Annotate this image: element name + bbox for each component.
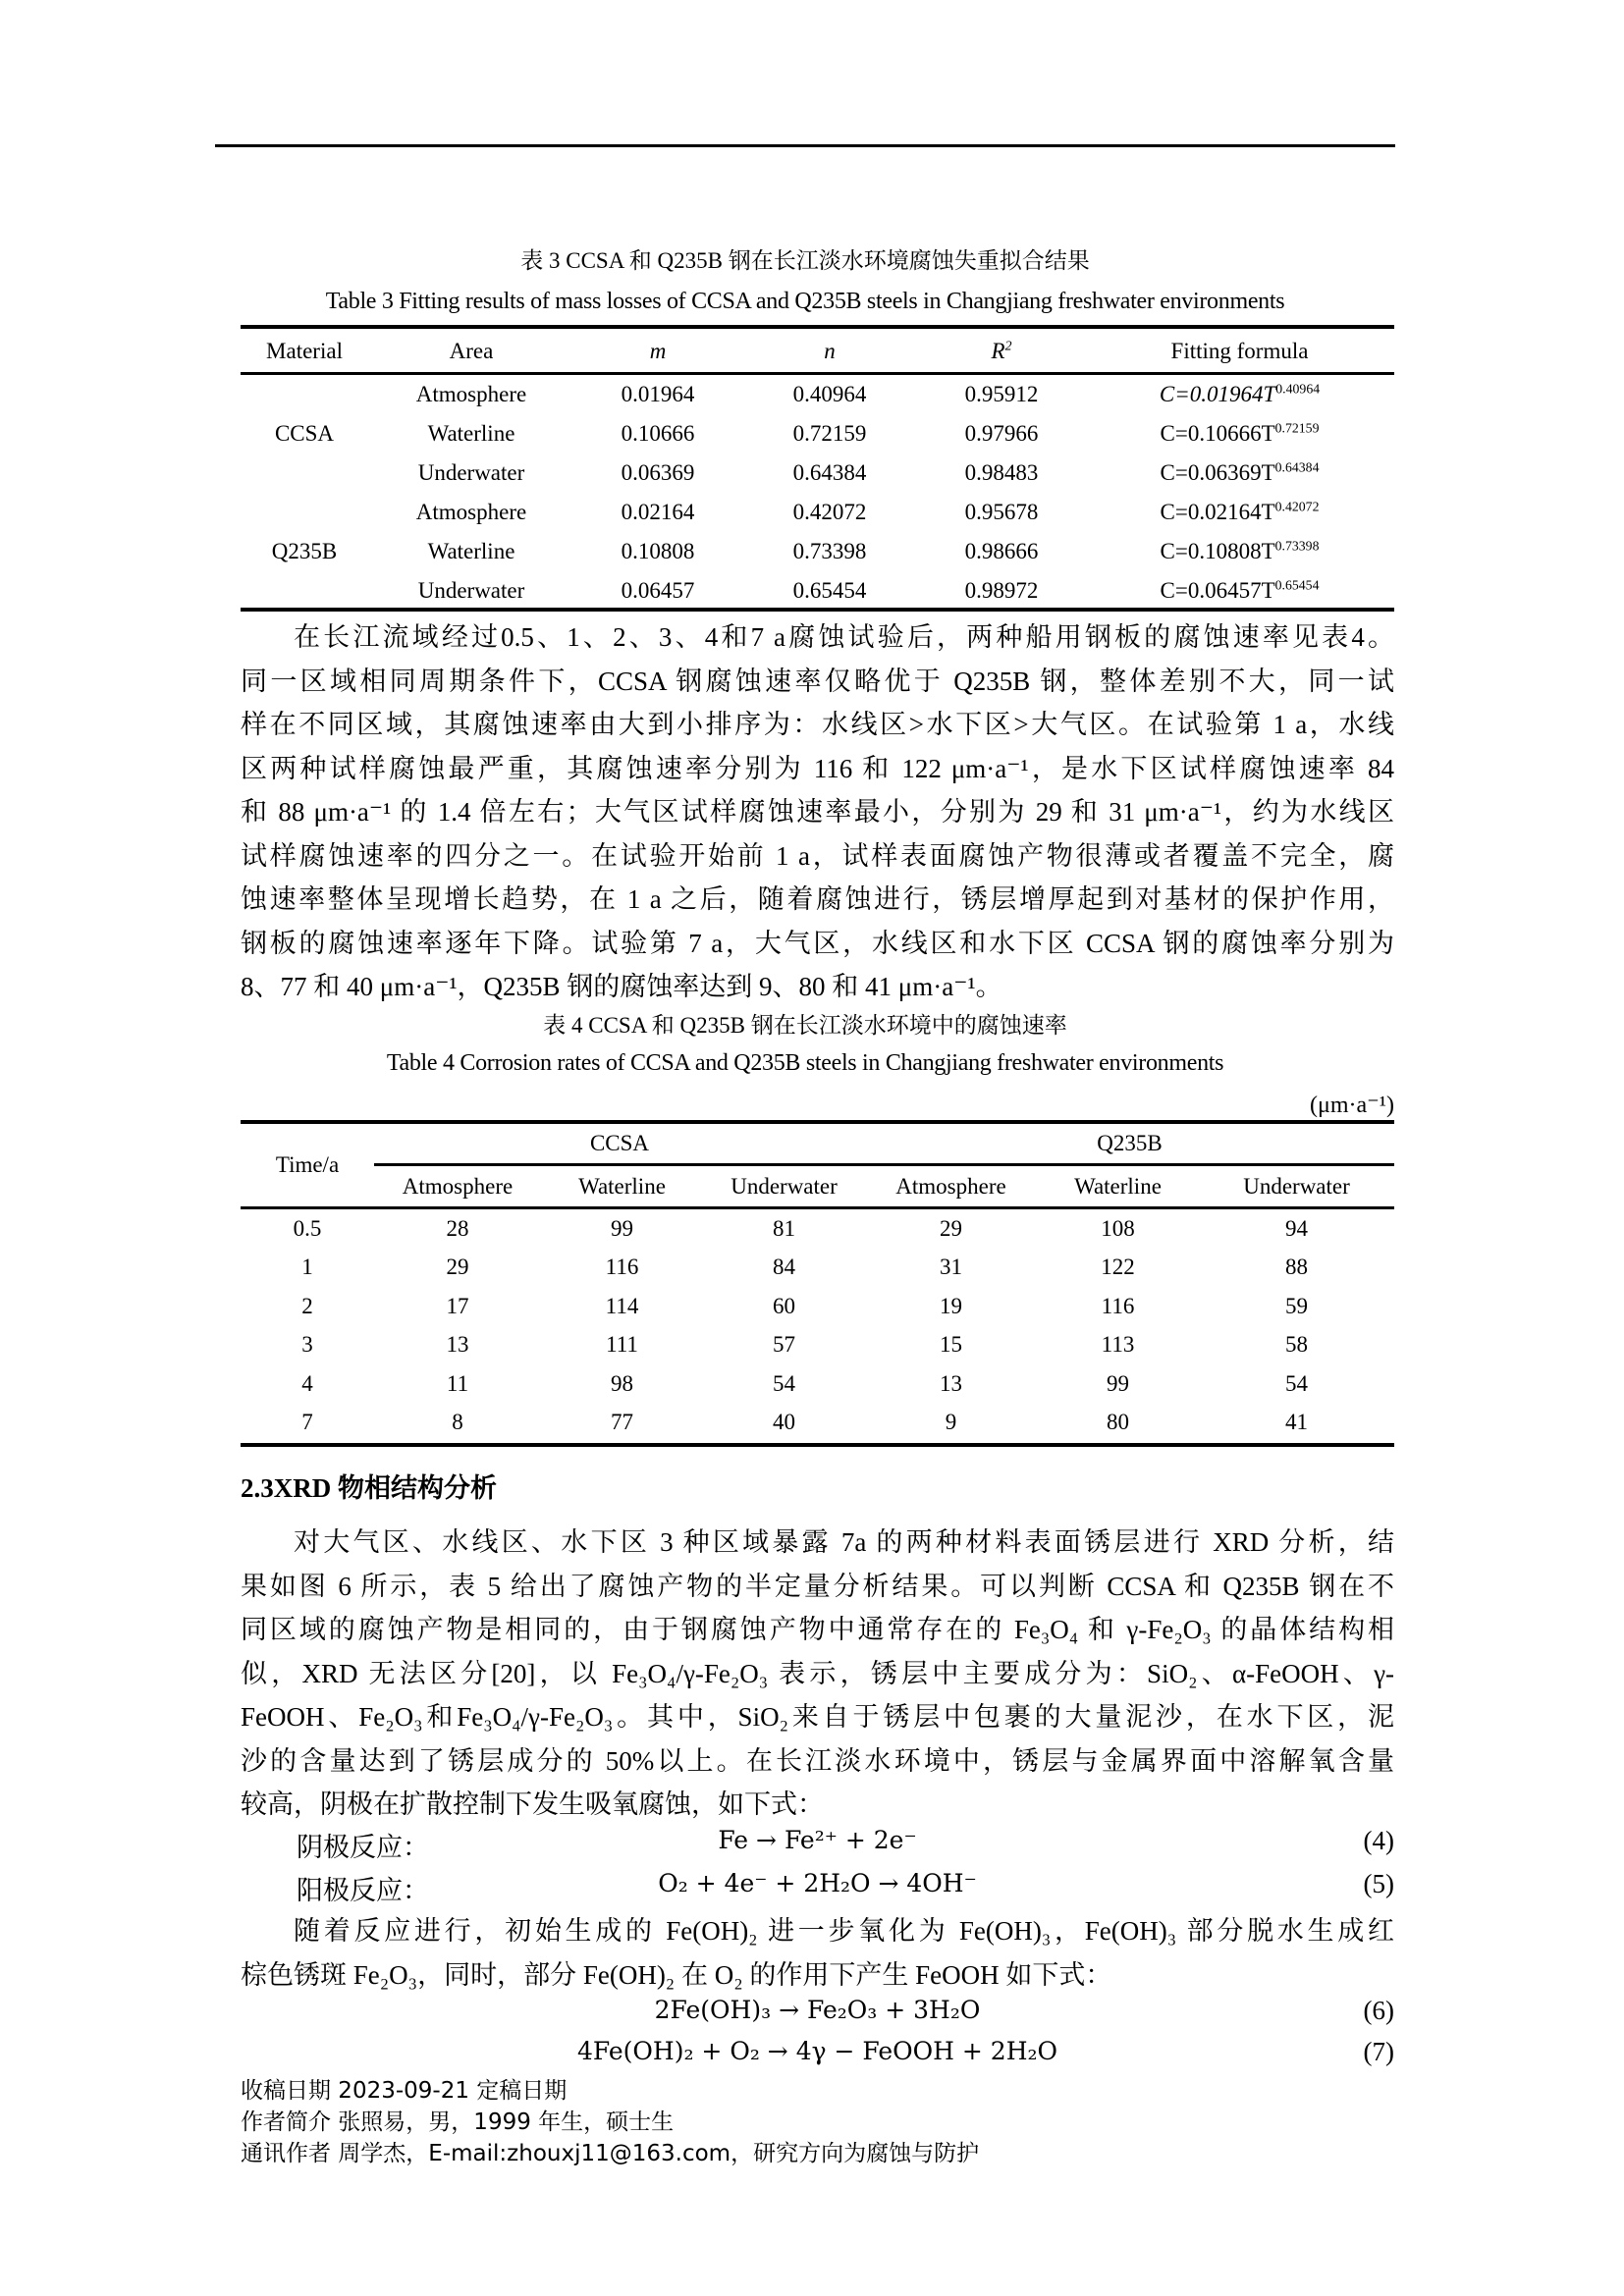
cell-value: 40: [773, 1410, 795, 1435]
table4-group-rule: [374, 1163, 1394, 1166]
cell-value: 98: [611, 1370, 633, 1396]
cell-value: 8: [452, 1410, 463, 1435]
text-line: 随着反应进行，初始生成的 Fe(OH)₂ 进一步氧化为 Fe(OH)₃，Fe(OH)₃ 部分脱水生成红: [294, 1916, 1394, 1946]
text-line: 果如图 6 所示，表 5 给出了腐蚀产物的半定量分析结果。可以判断 CCSA 和 Q235B 钢在不: [241, 1571, 1394, 1601]
table4-header-time: Time/a: [275, 1152, 340, 1177]
table4-subheader-row: [374, 1167, 1394, 1206]
cell-value: 94: [1285, 1215, 1308, 1241]
cell-value: 114: [605, 1293, 639, 1318]
table3-header-formula: Fitting formula: [1170, 339, 1309, 363]
cell-m: 0.01964: [621, 382, 695, 406]
cell-n: 0.64384: [792, 460, 867, 485]
table4-unit: (μm·a⁻¹): [1309, 1093, 1394, 1118]
table3-header-r2: $R^2$: [991, 338, 1012, 363]
header-rule: [215, 144, 1395, 147]
cell-value: 19: [940, 1293, 962, 1318]
table3-caption-cn: 表 3 CCSA 和 Q235B 钢在长江淡水环境腐蚀失重拟合结果: [520, 248, 1090, 273]
cell-time: 4: [301, 1370, 313, 1396]
text-line: FeOOH、Fe₂O₃和Fe₃O₄/γ-Fe₂O₃。其中，SiO₂来自于锈层中包裹的大量泥沙，在水下区，泥: [241, 1702, 1394, 1732]
cell-formula: $C=0.01964T^{0.40964}$: [1159, 381, 1321, 406]
table-row: [241, 1404, 1394, 1443]
cell-value: 28: [446, 1215, 469, 1241]
cell-value: 88: [1285, 1255, 1308, 1280]
cell-value: 111: [606, 1332, 638, 1358]
text-line: 8、77 和 40 μm·a⁻¹，Q235B 钢的腐蚀率达到 9、80 和 41 μm·a⁻¹。: [241, 972, 1002, 1001]
equation-body: 4Fe(OH)₂ + O₂ → 4γ − FeOOH + 2H₂O: [576, 2037, 1058, 2065]
cell-value: 17: [446, 1293, 469, 1318]
table-row: [241, 1209, 1394, 1249]
table3-header-m: m: [649, 339, 667, 363]
text-line: 样在不同区域，其腐蚀速率由大到小排序为：水线区>水下区>大气区。在试验第 1 a，水线: [241, 710, 1394, 739]
subheader-cell: Underwater: [731, 1173, 838, 1199]
cell-material: [241, 375, 368, 414]
cell-area: Atmosphere: [415, 382, 527, 406]
table3-header-material: Material: [266, 339, 343, 363]
text-line: 在长江流域经过0.5、1、2、3、4和7 a腐蚀试验后，两种船用钢板的腐蚀速率见表4。: [294, 622, 1394, 652]
cell-n: 0.40964: [792, 382, 867, 406]
section-title: 2.3XRD 物相结构分析: [241, 1473, 497, 1503]
cell-value: 122: [1101, 1255, 1135, 1280]
text-line: 区两种试样腐蚀最严重，其腐蚀速率分别为 116 和 122 μm·a⁻¹，是水下区试样腐蚀速率 84: [241, 753, 1394, 783]
table4-bottom-rule: [241, 1443, 1394, 1447]
cell-r2: 0.98483: [964, 460, 1039, 485]
table4-subheader: [374, 1167, 1394, 1206]
table-row: [241, 375, 1394, 414]
cell-value: 80: [1107, 1410, 1129, 1435]
cell-r2: 0.98666: [964, 539, 1039, 563]
cell-value: 13: [446, 1332, 469, 1358]
cell-material: [241, 454, 368, 493]
subheader-cell: Waterline: [578, 1173, 666, 1199]
footnotes: [241, 2075, 979, 2169]
cell-material: [241, 571, 368, 611]
cell-n: 0.42072: [792, 500, 867, 524]
cell-value: 60: [773, 1293, 795, 1318]
table3-bottom-rule: [241, 608, 1394, 612]
cell-area: Waterline: [427, 539, 515, 563]
footnote-received-date: 收稿日期 2023-09-21 定稿日期: [241, 2078, 568, 2104]
equation-5: [241, 1869, 1394, 1908]
table4-body: [241, 1209, 1394, 1442]
cell-area: Waterline: [427, 421, 515, 446]
table-row: [241, 1287, 1394, 1326]
equation-number: (7): [1363, 2037, 1394, 2066]
cell-value: 9: [945, 1410, 957, 1435]
cell-time: 2: [301, 1293, 313, 1318]
equation-label: 阳极反应：: [297, 1876, 429, 1905]
footnote-author-bio: 作者简介 张照易，男，1999 年生，硕士生: [241, 2109, 675, 2135]
cell-value: 41: [1285, 1410, 1308, 1435]
equation-label: 阴极反应：: [297, 1833, 429, 1862]
cell-n: 0.73398: [792, 539, 867, 563]
text-line: 沙的含量达到了锈层成分的 50%以上。在长江淡水环境中，锈层与金属界面中溶解氧含量: [241, 1745, 1394, 1776]
text-line: 较高，阴极在扩散控制下发生吸氧腐蚀，如下式：: [241, 1789, 824, 1819]
cell-value: 54: [1285, 1370, 1308, 1396]
table-row: [241, 454, 1394, 493]
cell-m: 0.10808: [621, 539, 695, 563]
cell-area: Atmosphere: [415, 500, 527, 524]
paragraph-xrd: [241, 1521, 1394, 1827]
cell-value: 116: [605, 1255, 639, 1280]
cell-value: 84: [773, 1255, 795, 1280]
footnote-corresponding-author: 通讯作者 周学杰，E-mail:zhouxj11@163.com，研究方向为腐蚀与防护: [241, 2141, 980, 2166]
text-line: 同一区域相同周期条件下，CCSA 钢腐蚀速率仅略优于 Q235B 钢，整体差别不大，同一试: [241, 666, 1394, 696]
cell-r2: 0.98972: [964, 578, 1039, 603]
cell-formula: $C=0.10808T^{0.73398}$: [1160, 538, 1320, 563]
cell-value: 116: [1101, 1293, 1135, 1318]
cell-value: 57: [773, 1332, 795, 1358]
cell-value: 15: [940, 1332, 962, 1358]
cell-value: 99: [611, 1215, 633, 1241]
cell-value: 59: [1285, 1293, 1308, 1318]
cell-material: CCSA: [274, 421, 335, 446]
table4-caption-cn: 表 4 CCSA 和 Q235B 钢在长江淡水环境中的腐蚀速率: [543, 1013, 1067, 1038]
text-line: 似，XRD 无法区分[20]，以 Fe₃O₄/γ-Fe₂O₃ 表示，锈层中主要成分为：SiO₂、α-FeOOH、γ-: [241, 1658, 1394, 1688]
cell-value: 77: [611, 1410, 633, 1435]
subheader-cell: Waterline: [1074, 1173, 1162, 1199]
equation-number: (6): [1363, 1996, 1394, 2025]
cell-r2: 0.95678: [964, 500, 1039, 524]
cell-m: 0.02164: [621, 500, 695, 524]
cell-n: 0.65454: [792, 578, 867, 603]
equation-6: [241, 1996, 1394, 2035]
table-row: [241, 532, 1394, 571]
table-row: [241, 493, 1394, 532]
cell-formula: $C=0.06369T^{0.64384}$: [1160, 459, 1320, 485]
equation-body: O₂ + 4e⁻ + 2H₂O → 4OH⁻: [658, 1869, 977, 1897]
cell-value: 108: [1101, 1215, 1135, 1241]
cell-value: 58: [1285, 1332, 1308, 1358]
cell-value: 99: [1107, 1370, 1129, 1396]
paragraph-reactions: [241, 1909, 1394, 1997]
table4-group-ccsa: CCSA: [589, 1131, 650, 1155]
table-row: [241, 1326, 1394, 1365]
cell-m: 0.06457: [621, 578, 695, 603]
table-row: [241, 1364, 1394, 1404]
cell-time: 1: [301, 1255, 313, 1280]
table3-header-row: [241, 329, 1394, 374]
cell-area: Underwater: [417, 578, 525, 603]
cell-time: 3: [301, 1332, 313, 1358]
text-line: 和 88 μm·a⁻¹ 的 1.4 倍左右；大气区试样腐蚀速率最小，分别为 29 和 31 μm·a⁻¹，约为水线区: [241, 797, 1394, 827]
cell-value: 13: [940, 1370, 962, 1396]
subheader-cell: Atmosphere: [895, 1173, 1006, 1199]
table3-header-area: Area: [449, 339, 494, 363]
cell-formula: $C=0.06457T^{0.65454}$: [1160, 577, 1320, 603]
cell-material: [241, 493, 368, 532]
table3: [241, 329, 1394, 374]
table3-header-n: n: [824, 339, 836, 363]
cell-value: 11: [446, 1370, 469, 1396]
text-line: 试样腐蚀速率的四分之一。在试验开始前 1 a，试样表面腐蚀产物很薄或者覆盖不完全，腐: [241, 840, 1394, 871]
text-line: 对大气区、水线区、水下区 3 种区域暴露 7a 的两种材料表面锈层进行 XRD 分析，结: [294, 1527, 1394, 1557]
table3-caption-en: Table 3 Fitting results of mass losses of CCSA and Q235B steels in Changjiang freshwater environments: [325, 289, 1285, 314]
equation-body: 2Fe(OH)₃ → Fe₂O₃ + 3H₂O: [654, 1996, 981, 2024]
cell-value: 113: [1101, 1332, 1135, 1358]
table3-body: [241, 375, 1394, 611]
text-line: 钢板的腐蚀速率逐年下降。试验第 7 a，大气区，水线区和水下区 CCSA 钢的腐蚀率分别为: [241, 928, 1394, 958]
cell-m: 0.06369: [621, 460, 695, 485]
table4-caption-en: Table 4 Corrosion rates of CCSA and Q235B steels in Changjiang freshwater environments: [386, 1050, 1224, 1076]
text-line: 同区域的腐蚀产物是相同的，由于钢腐蚀产物中通常存在的 Fe₃O₄ 和 γ-Fe₂O₃ 的晶体结构相: [241, 1615, 1394, 1644]
equation-number: (4): [1363, 1826, 1394, 1855]
cell-value: 54: [773, 1370, 795, 1396]
cell-r2: 0.95912: [964, 382, 1039, 406]
equation-body: Fe → Fe²⁺ + 2e⁻: [718, 1826, 917, 1854]
cell-time: 7: [301, 1410, 313, 1435]
paragraph-corrosion-rates: [241, 615, 1394, 1009]
cell-material: Q235B: [271, 539, 338, 563]
table4-group-q235b: Q235B: [1097, 1131, 1163, 1155]
equation-7: [241, 2037, 1394, 2076]
subheader-cell: Atmosphere: [402, 1173, 514, 1199]
cell-formula: $C=0.02164T^{0.42072}$: [1160, 499, 1320, 524]
cell-r2: 0.97966: [964, 421, 1039, 446]
text-line: 蚀速率整体呈现增长趋势，在 1 a 之后，随着腐蚀进行，锈层增厚起到对基材的保护作用，: [241, 884, 1394, 914]
cell-n: 0.72159: [792, 421, 867, 446]
cell-value: 81: [773, 1215, 795, 1241]
cell-value: 29: [446, 1255, 469, 1280]
text-line: 棕色锈斑 Fe₂O₃，同时，部分 Fe(OH)₂ 在 O₂ 的作用下产生 FeOOH 如下式：: [241, 1959, 1112, 1990]
table-row: [241, 571, 1394, 611]
table-row: [241, 414, 1394, 454]
equation-4: [241, 1826, 1394, 1865]
table-row: [241, 1249, 1394, 1288]
cell-value: 29: [940, 1215, 962, 1241]
equation-number: (5): [1363, 1869, 1394, 1898]
subheader-cell: Underwater: [1243, 1173, 1350, 1199]
cell-formula: $C=0.10666T^{0.72159}$: [1160, 420, 1320, 446]
cell-value: 31: [940, 1255, 962, 1280]
cell-m: 0.10666: [621, 421, 695, 446]
cell-time: 0.5: [293, 1215, 322, 1241]
cell-area: Underwater: [417, 460, 525, 485]
